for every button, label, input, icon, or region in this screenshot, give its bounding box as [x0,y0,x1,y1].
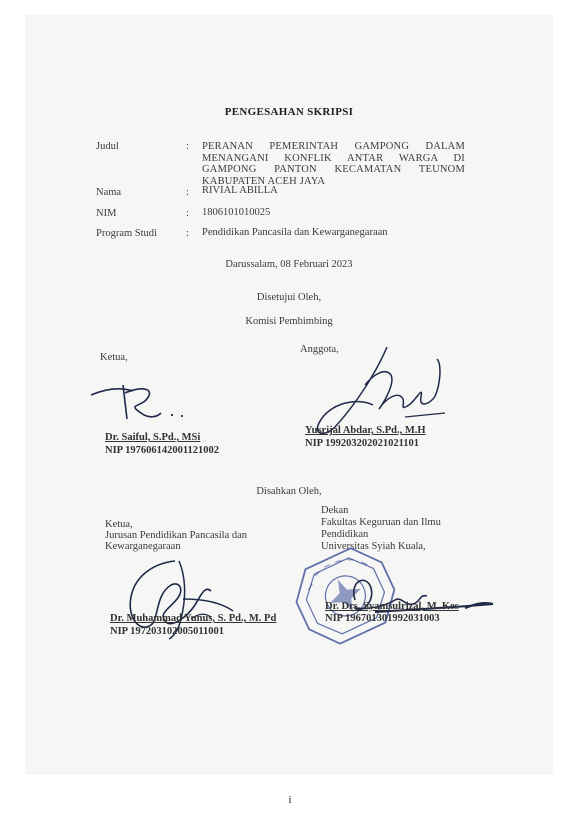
left-jurusan: Jurusan Pendidikan Pancasila dan [105,530,248,541]
right-dekan: Dekan [321,505,349,516]
advisor-2-name: Yusrijal Abdar, S.Pd., M.H [305,425,426,436]
nim-colon: : [186,208,189,219]
scanned-page [25,15,553,775]
left-ketua: Ketua, [105,519,133,530]
head-of-department-name: Dr. Muhammad Yunus, S. Pd., M. Pd [110,613,277,624]
judul-label: Judul [96,141,119,152]
anggota-label: Anggota, [300,344,339,355]
judul-value [202,141,465,187]
right-pendidikan: Pendidikan [321,529,369,540]
ratified-by: Disahkan Oleh, [256,486,322,497]
nama-label: Nama [96,187,122,198]
advisor-1-name: Dr. Saiful, S.Pd., MSi [105,432,201,443]
judul-line-2: MENANGANI KONFLIK ANTAR WARGA DI [202,152,465,164]
page-number: i [288,794,292,806]
head-of-department-nip: NIP 197203102005011001 [110,626,225,637]
signature-advisor-1 [85,375,235,435]
advisor-1-nip: NIP 197606142001121002 [105,445,220,456]
prodi-value: Pendidikan Pancasila dan Kewarganegaraan [202,227,388,238]
judul-line-1: PERANAN PEMERINTAH GAMPONG DALAM [202,141,465,152]
place-date: Darussalam, 08 Februari 2023 [225,259,353,270]
nama-colon: : [186,187,189,198]
judul-line-3: GAMPONG PANTON KECAMATAN TEUNOM [202,164,465,175]
left-prodi: Kewarganegaraan [105,541,181,552]
ketua-label: Ketua, [100,352,128,363]
committee-label: Komisi Pembimbing [245,316,333,327]
judul-colon: : [186,141,189,152]
nim-value: 1806101010025 [202,207,271,218]
page-title: PENGESAHAN SKRIPSI [224,106,354,118]
advisor-2-nip: NIP 199203202021021101 [305,438,420,449]
prodi-label: Program Studi [96,228,157,239]
dean-nip: NIP 196701301992031003 [325,613,440,624]
right-fakultas: Fakultas Keguruan dan Ilmu [321,517,441,528]
dean-name: Dr. Drs. Syamsulrizal, M. Kes [325,601,459,612]
right-universitas: Universitas Syiah Kuala, [321,541,426,552]
nim-label: NIM [96,208,117,219]
nama-value: RIVIAL ABILLA [202,185,278,196]
approved-by: Disetujui Oleh, [256,292,322,303]
judul-line-4: KABUPATEN ACEH JAYA [202,175,326,187]
prodi-colon: : [186,228,189,239]
